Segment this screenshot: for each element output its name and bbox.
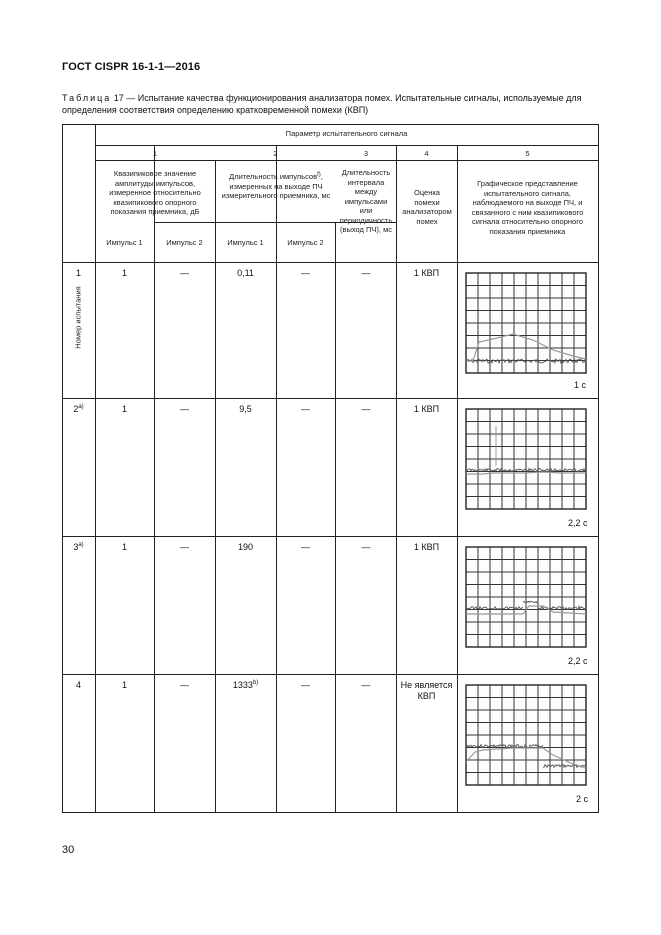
column-number-4: 4 — [424, 149, 429, 158]
row-2-pulse1-level: 1 — [121, 404, 127, 414]
subheader-pulse1-duration: Импульс 1 — [227, 238, 264, 247]
test-signal-table: Номер испытания Параметр испытательного сигнала 1 2 3 4 5 Квазипиковое значение амплитуды импульсов, измеренное относительно квазипикового опорного показания приемника, дБ Длительность импульсов$^{f)}$, измеренных на выходе ПЧ измерительного приемника, мс Длительность интервала между импульсами или периодичность (выход ПЧ), мс Оценка помехи анализатором помех Графическое представление испытательного сигнала, наблюдаемого на выходе ПЧ, и связанного с ним квазипикового сигнала относительно опорного показания приемника Импульс 1 Импульс 2 Импульс 1 Импульс 2 1 1 — 0,11 — — 1 КВП 2$^{a)}$ 1 — 9,5 — — 1 КВП 3$^{a)}$ 1 — 190 — — 1 КВП 4 1 — 1333$^{b)}$ — — Не является КВП 1 с 2,2 с 2,2 с 2 с — [62, 124, 598, 813]
subheader-pulse1-quasipeak: Импульс 1 — [106, 238, 143, 247]
column-4-title: Оценка помехи анализатором помех — [402, 188, 452, 226]
row-2-pulse2-level: — — [180, 404, 189, 414]
row-3-pulse1-level: 1 — [121, 542, 127, 552]
column-5-title: Графическое представление испытательного сигнала, наблюдаемого на выходе ПЧ, и связанного с ним квазипикового сигнала относительно опорного показания приемника — [471, 179, 584, 236]
row-1-pulse1-duration: 0,11 — [237, 268, 254, 278]
row-1-assessment: 1 КВП — [413, 268, 440, 278]
row-3-interval: — — [361, 542, 371, 552]
row-3-assessment: 1 КВП — [413, 542, 440, 552]
row-2-number: 2$^{a)}$ — [73, 404, 84, 414]
row-4-pulse1-duration: 1333$^{b)}$ — [232, 680, 259, 690]
row-1-time-label: 1 с — [574, 380, 587, 390]
row-2-interval: — — [361, 404, 371, 414]
column-number-1: 1 — [152, 149, 158, 158]
row-4-interval: — — [361, 680, 371, 690]
row-3-pulse1-duration: 190 — [237, 542, 254, 552]
row-4-pulse2-duration: — — [301, 680, 310, 690]
row-2-oscillogram — [463, 406, 589, 512]
row-4-pulse1-level: 1 — [121, 680, 127, 690]
row-4-assessment: Не является КВП — [400, 680, 453, 701]
column-2-title: Длительность импульсов$^{f)}$, измеренных на выходе ПЧ измерительного приемника, мс — [221, 172, 331, 200]
subheader-pulse2-quasipeak: Импульс 2 — [166, 238, 203, 247]
row-1-pulse2-level: — — [180, 268, 189, 278]
table-caption — [62, 92, 602, 116]
row-4-time-label: 2 с — [576, 794, 589, 804]
row-4-pulse2-level: — — [180, 680, 189, 690]
parameter-header: Параметр испытательного сигнала — [285, 129, 408, 138]
column-3-title: Длительность интервала между импульсами или периодичность (выход ПЧ), мс — [339, 168, 393, 234]
page-number: 30 — [62, 844, 75, 856]
column-number-3: 3 — [363, 149, 369, 158]
caption-text: 17 — Испытание качества функционирования анализатора помех. Испытательные сигналы, используемые для определения соответствия определению кратковременной помехи (КВП) — [62, 93, 582, 115]
row-1-number: 1 — [75, 268, 81, 278]
column-number-5: 5 — [525, 149, 530, 158]
column-number-2: 2 — [273, 149, 278, 158]
column-1-title: Квазипиковое значение амплитуды импульсов, измеренное относительно квазипикового опорного показания приемника, дБ — [109, 169, 201, 216]
caption-table-word: Таблица — [62, 93, 112, 103]
row-1-pulse1-level: 1 — [121, 268, 127, 278]
row-1-pulse2-duration: — — [301, 268, 310, 278]
row-2-pulse1-duration: 9,5 — [239, 404, 252, 414]
row-3-pulse2-level: — — [180, 542, 189, 552]
row-3-time-label: 2,2 с — [568, 656, 588, 666]
row-2-time-label: 2,2 с — [568, 518, 588, 528]
row-3-oscillogram — [463, 544, 589, 650]
row-2-assessment: 1 КВП — [413, 404, 440, 414]
row-2-pulse2-duration: — — [301, 404, 310, 414]
row-3-number: 3$^{a)}$ — [73, 542, 84, 552]
row-4-oscillogram — [463, 682, 589, 788]
row-1-interval: — — [361, 268, 371, 278]
row-1-oscillogram — [463, 270, 589, 376]
document-header: ГОСТ CISPR 16-1-1—2016 — [62, 61, 201, 73]
row-4-number: 4 — [75, 680, 81, 690]
row-3-pulse2-duration: — — [301, 542, 310, 552]
subheader-pulse2-duration: Импульс 2 — [287, 238, 324, 247]
